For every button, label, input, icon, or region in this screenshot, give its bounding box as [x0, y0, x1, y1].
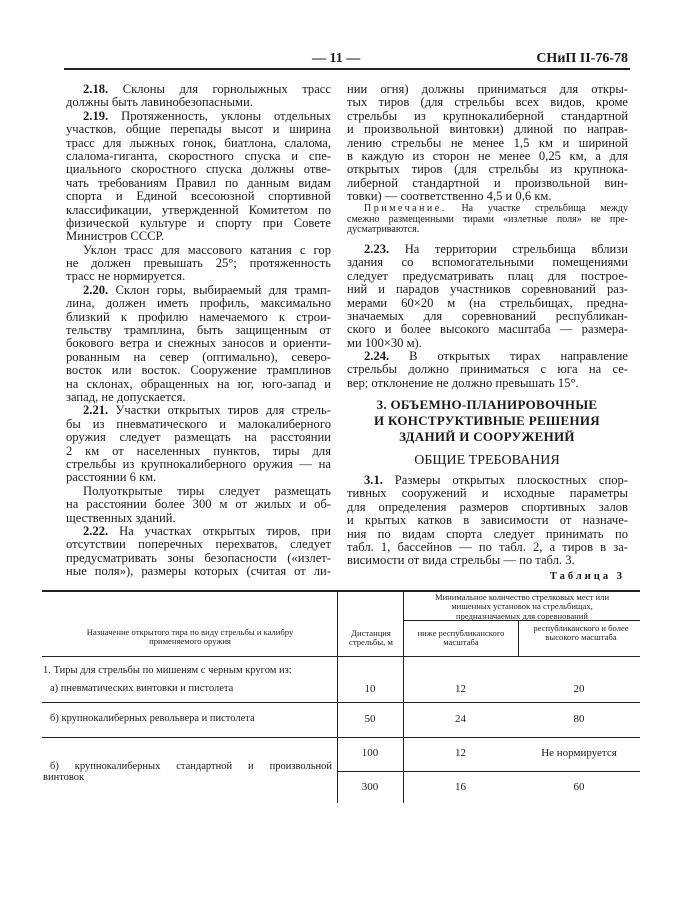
line-text: тивных сооружений и исходные параметры	[347, 486, 628, 501]
row-higher: 20	[573, 683, 585, 695]
line-text: дусматриваются.	[347, 224, 420, 236]
table-caption: Таблица 3	[549, 571, 625, 582]
line-text: оружия следует размещать на расстоянии	[66, 430, 331, 445]
text-line	[66, 431, 331, 444]
row-label: б) крупнокалиберных стандартной и произвольной	[50, 761, 332, 772]
text-line	[347, 501, 628, 514]
line-text: ний и парадов участников соревнований раз-	[347, 282, 628, 297]
line-text: и произвольной винтовки) длиной по направ-	[347, 122, 628, 137]
text-line	[347, 474, 628, 487]
left-column	[66, 83, 331, 578]
line-text: лина, должен иметь профиль, максимально	[66, 296, 331, 311]
line-text: Полуоткрытые тиры следует размещать	[83, 483, 331, 498]
text-line	[347, 541, 628, 554]
line-text: Министров СССР.	[66, 229, 165, 244]
line-text: щественных зданий.	[66, 510, 176, 525]
table-row-rule	[42, 702, 640, 703]
line-text: тых тиров (для стрельбы всех видов, кроме	[347, 95, 628, 110]
text-line	[66, 163, 331, 176]
row-label: а) пневматических винтовки и пистолета	[50, 683, 234, 694]
table-col-rule	[403, 590, 404, 803]
text-line	[347, 243, 628, 256]
line-text: лению стрельбы не менее 1,5 км и шириной	[347, 135, 628, 150]
text-line	[66, 391, 331, 404]
line-text: вер; отклонение не должно превышать 15°.	[347, 375, 579, 390]
header-republic-higher: республиканского и более высокого масштаба	[533, 623, 629, 643]
text-line	[66, 244, 331, 257]
line-text: чать требованиям Правил по данным видам	[66, 175, 331, 190]
text-line	[66, 177, 331, 190]
text-line	[66, 498, 331, 511]
paragraph-number: 2.23.	[364, 242, 390, 256]
text-line	[66, 150, 331, 163]
header-min-count: Минимальное количество стрелковых мест или мишенных установок на стрельбищах, предназначаемых для соревнований	[434, 592, 610, 621]
line-text: Размеры открытых плоскостных спор-	[382, 473, 628, 487]
text-line	[66, 230, 331, 243]
line-text: В открытых тирах направление	[389, 349, 628, 363]
text-line	[66, 485, 331, 498]
paragraph-2-24	[347, 350, 628, 390]
text-line	[347, 270, 628, 283]
row-distance: 10	[364, 683, 376, 695]
paragraph-number: 3.1.	[364, 473, 383, 487]
paragraph-number: 2.24.	[364, 349, 390, 363]
text-line	[66, 418, 331, 431]
note	[347, 204, 628, 236]
text-line	[347, 96, 628, 109]
text-line	[66, 190, 331, 203]
text-line	[347, 528, 628, 541]
text-line	[66, 364, 331, 377]
text-line	[347, 83, 628, 96]
text-line	[66, 83, 331, 96]
line-text: ния по видам спорта следует принимать по	[347, 526, 628, 541]
paragraph-number: 2.18.	[83, 82, 109, 96]
text-line	[66, 458, 331, 471]
text-line	[347, 350, 628, 363]
right-column-continuation	[347, 83, 628, 204]
header-purpose: Назначение открытого тира по виду стрельбы и калибру применяемого оружия	[86, 627, 294, 647]
line-text: для определения размеров спортивных залов	[347, 499, 628, 514]
line-text: трасс для лыжных гонок, биатлона, слалома,	[66, 135, 331, 150]
line-text: 2 км от населенных пунктов, тиры для	[66, 443, 331, 458]
text-line	[347, 554, 628, 567]
line-text: в каждую из сторон не менее 0,25 км, а для	[347, 148, 628, 163]
text-line	[347, 363, 628, 376]
line-text: должны быть лавинобезопасными.	[66, 95, 253, 110]
line-text: спорта и Единой всесоюзной спортивной	[66, 189, 331, 204]
text-line	[347, 137, 628, 150]
line-text: Участки открытых тиров для стрель-	[108, 403, 331, 418]
row-below: 24	[455, 713, 466, 725]
text-line	[347, 123, 628, 136]
row-below: 12	[455, 683, 466, 695]
header-distance: Дистанция стрельбы, м	[349, 628, 393, 648]
table-row-rule	[42, 737, 640, 738]
text-line	[66, 378, 331, 391]
text-line	[66, 552, 331, 565]
paragraph-2-23	[347, 243, 628, 350]
line-text: смежно размещенными тирами «излетные поля» не пре-	[347, 213, 628, 225]
row-distance: 50	[364, 713, 376, 725]
text-line	[66, 297, 331, 310]
section-heading-line: 3. ОБЪЕМНО-ПЛАНИРОВОЧНЫЕ	[376, 397, 598, 412]
line-text: классификации, утвержденной Комитетом по	[66, 202, 331, 217]
line-text: стрельбы из крупнокалиберной стандартной	[347, 108, 628, 123]
text-line	[66, 257, 331, 270]
text-line	[66, 217, 331, 230]
text-line	[66, 137, 331, 150]
text-line	[347, 150, 628, 163]
paragraph-number: 2.21.	[83, 403, 109, 418]
row-distance: 300	[361, 781, 379, 793]
row-label: б) крупнокалиберных револьвера и пистолета	[50, 713, 255, 724]
text-line	[347, 297, 628, 310]
subheading: ОБЩИЕ ТРЕБОВАНИЯ	[414, 453, 560, 468]
line-text: нии огня) должны приниматься для откры-	[347, 82, 628, 96]
text-line	[347, 487, 628, 500]
line-text: предусматривать зоны безопасности («излет-	[66, 550, 331, 565]
line-text: ского и более высокого масштаба — размера-	[347, 322, 628, 337]
text-line	[347, 190, 628, 203]
text-line	[66, 270, 331, 283]
text-line	[347, 163, 628, 176]
line-text: Склоны для горнолыжных трасс	[108, 82, 331, 96]
line-text: ми 100×30 м).	[347, 335, 422, 350]
paragraph-number: 2.22.	[83, 523, 109, 538]
paragraph-3-1	[347, 474, 628, 568]
text-line	[66, 512, 331, 525]
section-heading	[346, 397, 628, 445]
text-line	[66, 404, 331, 417]
line-text: расстоянии 6 км.	[66, 470, 157, 485]
text-line	[66, 311, 331, 324]
line-text: слалома-гиганта, скоростного спуска и спе-	[66, 148, 331, 163]
text-line	[347, 110, 628, 123]
paragraph-number: 2.20.	[83, 282, 109, 297]
text-line	[347, 283, 628, 296]
line-text: стрельбы из крупнокалиберного оружия — на	[66, 456, 331, 471]
line-text: открытых тиров (для стрельбы из крупнока-	[347, 162, 628, 177]
text-line	[66, 337, 331, 350]
text-line	[347, 256, 628, 269]
header-rule	[64, 68, 630, 70]
text-line	[66, 110, 331, 123]
row-higher: 60	[573, 781, 585, 793]
document-code: СНиП II-76-78	[536, 51, 628, 66]
header-below-republic: ниже республиканского масштаба	[417, 628, 505, 648]
text-line	[347, 323, 628, 336]
line-text: здания со вспомогательными помещениями	[347, 255, 628, 270]
line-text: рованным на север (оптимально), северо-	[66, 349, 331, 364]
text-line	[66, 445, 331, 458]
line-text: участков, общие перепады высот и ширина	[66, 122, 331, 137]
line-text: бы из пневматического и малокалиберного	[66, 416, 331, 431]
line-text: табл. 1, бассейнов — по табл. 2, а тиров в за-	[347, 539, 628, 554]
text-line	[66, 324, 331, 337]
row-below: 12	[455, 747, 466, 759]
line-text: товки) — соответственно 4,5 и 0,6 км.	[347, 189, 552, 204]
note-label: Примечание.	[364, 203, 447, 214]
paragraph-number: 2.19.	[83, 108, 109, 123]
line-text: и крытых катков в зависимости от назначе-	[347, 513, 628, 528]
line-text: висимости от вида стрельбы — по табл. 3.	[347, 553, 575, 568]
line-text: значаемых для соревнований республикан-	[347, 308, 628, 323]
line-text: мерами 60×20 м (на стрельбищах, предна-	[347, 295, 628, 310]
text-line	[66, 96, 331, 109]
table-col-rule	[337, 590, 338, 803]
line-text: на расстоянии более 300 м от жилых и об-	[66, 497, 331, 512]
line-text: физической культуре и спорту при Совете	[66, 215, 331, 230]
text-line	[66, 284, 331, 297]
text-line	[66, 123, 331, 136]
line-text: Протяженность, уклоны отдельных	[108, 108, 331, 123]
row-higher: Не нормируется	[541, 747, 617, 759]
page-number: — 11 —	[312, 51, 361, 66]
text-line	[66, 565, 331, 578]
line-text: не должен превышать 25°; протяженность	[66, 256, 331, 271]
line-text: бокового ветра и снежных заносов и ориенти-	[66, 336, 331, 351]
text-line	[66, 471, 331, 484]
text-line	[66, 351, 331, 364]
line-text: восток или восток. Сооружение трамплинов	[66, 363, 331, 378]
line-text: следует предусматривать плац для построе-	[347, 268, 628, 283]
section-heading-line: И КОНСТРУКТИВНЫЕ РЕШЕНИЯ	[374, 413, 600, 428]
text-line	[347, 310, 628, 323]
line-text: трасс не нормируется.	[66, 269, 186, 284]
table-row-rule	[337, 771, 640, 772]
line-text: на склонах, обращенных на юг, юго-запад и	[66, 376, 331, 391]
group-label: 1. Тиры для стрельбы по мишеням с черным кругом из:	[43, 665, 292, 676]
row-below: 16	[455, 781, 466, 793]
text-line	[66, 525, 331, 538]
row-distance: 100	[361, 747, 379, 759]
line-text: либерной стандартной и произвольной вин-	[347, 175, 628, 190]
line-text: ные поля»), размеры которых (считая от ли-	[66, 564, 331, 579]
text-line	[347, 225, 628, 236]
text-line	[347, 377, 628, 390]
line-text: Склон горы, выбираемый для трамп-	[108, 282, 331, 297]
line-text: циального скоростного спуска должны отве-	[66, 162, 331, 177]
row-higher: 80	[573, 713, 585, 725]
line-text: отсутствии поперечных перехватов, следует	[66, 537, 331, 552]
line-text: тельству трамплина, быть защищенным от	[66, 323, 331, 338]
text-line	[347, 514, 628, 527]
line-text: На территории стрельбища вблизи	[389, 242, 628, 256]
row-label-cont: винтовок	[43, 772, 85, 783]
table-col-rule	[518, 620, 519, 656]
section-heading-line: ЗДАНИЙ И СООРУЖЕНИЙ	[399, 429, 575, 444]
text-line	[66, 204, 331, 217]
table-header-rule	[42, 656, 640, 657]
line-text: На участке стрельбища между	[446, 203, 628, 214]
line-text: На участках открытых тиров, при	[108, 523, 331, 538]
line-text: стрельбы должно приниматься с юга на се-	[347, 362, 628, 377]
text-line	[347, 177, 628, 190]
line-text: Уклон трасс для массового катания с гор	[83, 242, 331, 257]
text-line	[66, 538, 331, 551]
line-text: близкий к профилю намечаемого к строи-	[66, 309, 331, 324]
line-text: запад, не допускается.	[66, 389, 186, 404]
